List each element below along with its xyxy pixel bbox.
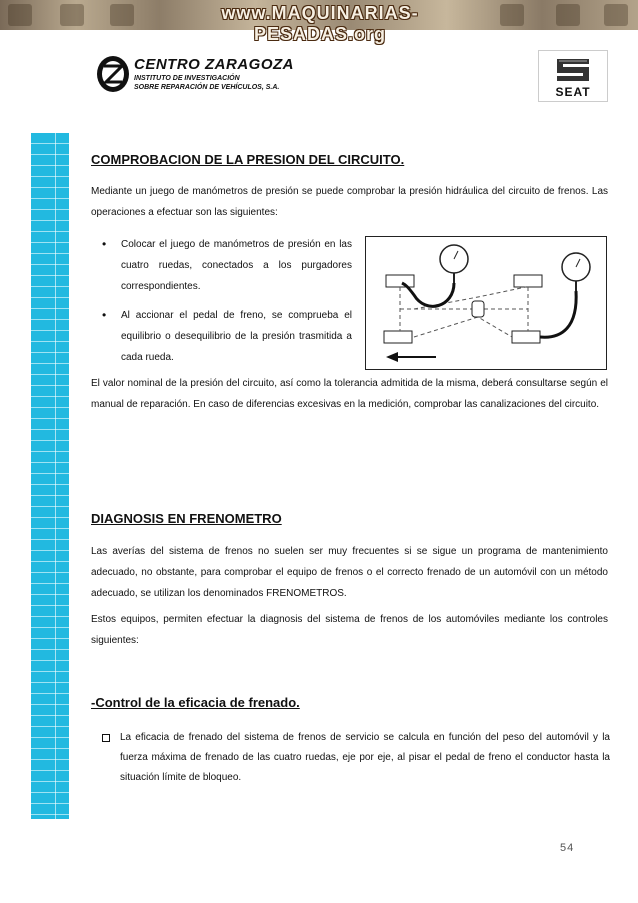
wheel-icon [384, 331, 412, 343]
seat-logo [538, 50, 608, 102]
centro-zaragoza-logo [96, 52, 296, 100]
decorative-sidebar [31, 133, 69, 819]
section-title-pressure: COMPROBACION DE LA PRESION DEL CIRCUITO. [91, 152, 405, 167]
banner-decoration [60, 4, 84, 26]
section2-paragraph-2: Estos equipos, permiten efectuar la diagnosis del sistema de frenos de los automóviles mediante los controles siguientes: [91, 614, 608, 646]
logo-title: CENTRO ZARAGOZA [134, 56, 294, 73]
logo-subtitle: SOBRE REPARACIÓN DE VEHÍCULOS, S.A. [134, 84, 280, 91]
efficiency-list [100, 728, 610, 788]
section-title-frenometro: DIAGNOSIS EN FRENOMETRO [91, 511, 282, 526]
seat-s-emblem-icon [553, 55, 593, 85]
seat-wordmark: SEAT [555, 85, 591, 99]
wheel-icon [386, 275, 414, 287]
wheel-icon [512, 331, 540, 343]
banner-decoration [8, 4, 32, 26]
page-number: 54 [560, 842, 575, 854]
bullet-icon: • [102, 308, 107, 322]
list-item: La eficacia de frenado del sistema de frenos de servicio se calcula en función del peso del automóvil y la fuerza máxima de frenado de las cuatro ruedas, eje por eje, al pisar el pedal de freno el conductor hasta la situación límite de bloqueo. [100, 728, 610, 788]
section-title-braking-efficiency: -Control de la eficacia de frenado. [91, 695, 300, 710]
section1-intro: Mediante un juego de manómetros de presión se puede comprobar la presión hidráulica del circuito de frenos. Las operaciones a efectuar son las siguientes: [91, 186, 608, 218]
banner-decoration [604, 4, 628, 26]
checkbox-bullet-icon [102, 734, 110, 742]
header-banner [0, 0, 638, 44]
banner-title: www.MAQUINARIAS-PESADAS.org [221, 3, 419, 44]
section2-paragraph-1: Las averías del sistema de frenos no suelen ser muy frecuentes si se sigue un programa de mantenimiento adecuado, no obstante, para comprobar el equipo de frenos o el correcto frenado de un automóvil con un método adecuado, se utilizan los denominados FRENOMETROS. [91, 546, 608, 599]
logo-subtitle: INSTITUTO DE INVESTIGACIÓN [134, 75, 240, 82]
banner-decoration [500, 4, 524, 26]
banner-decoration [556, 4, 580, 26]
banner-decoration [110, 4, 134, 26]
pressure-steps-list [100, 234, 352, 376]
bullet-icon: • [102, 237, 107, 251]
list-item: • Al accionar el pedal de freno, se comprueba el equilibrio o desequilibrio de la presión trasmitida a cada rueda. [100, 305, 352, 368]
list-item: • Colocar el juego de manómetros de presión en las cuatro ruedas, conectados a los purgadores correspondientes. [100, 234, 352, 297]
hose [540, 291, 576, 337]
wheel-icon [514, 275, 542, 287]
arrow-left-icon [386, 352, 398, 362]
centro-zaragoza-emblem-icon [96, 54, 130, 94]
section1-closing: El valor nominal de la presión del circuito, así como la tolerancia admitida de la misma, deberá consultarse según el manual de reparación. En caso de diferencias excesivas en la medición, comprobar las canalizaciones del circuito. [91, 378, 608, 410]
master-cylinder-icon [472, 301, 484, 317]
pressure-gauge-diagram [365, 236, 607, 370]
